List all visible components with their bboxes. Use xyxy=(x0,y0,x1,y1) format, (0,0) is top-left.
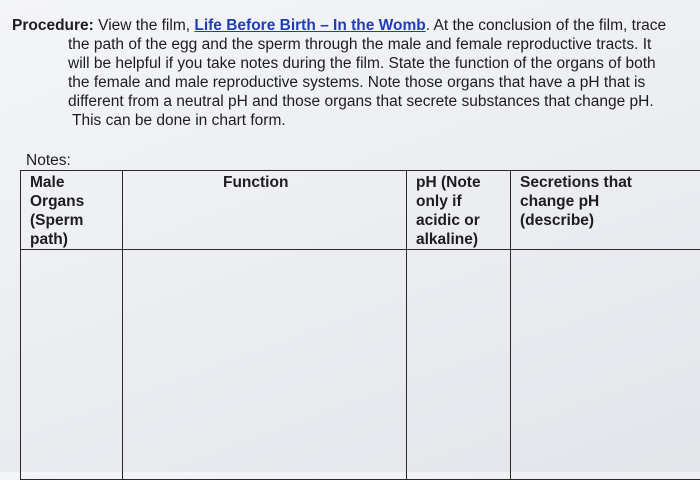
organs-chart xyxy=(20,170,700,480)
cell-secretions[interactable] xyxy=(511,250,700,480)
header-secretions-text: Secretions that change pH (describe) xyxy=(520,174,632,229)
header-male-organs xyxy=(21,171,123,250)
header-secretions xyxy=(511,171,700,250)
procedure-lead-text: View the film, xyxy=(94,17,195,34)
cell-ph[interactable] xyxy=(407,250,511,480)
header-function-text: Function xyxy=(223,174,288,191)
procedure-line-6: This can be done in chart form. xyxy=(12,111,688,130)
table-row xyxy=(21,250,700,480)
procedure-label: Procedure: xyxy=(12,17,94,34)
header-male-organs-text: Male Organs (Sperm path) xyxy=(30,174,84,248)
procedure-line-1-rest: . At the conclusion of the film, trace xyxy=(426,17,666,34)
cell-organs[interactable] xyxy=(21,250,123,480)
header-function xyxy=(123,171,407,250)
procedure-line-2: the path of the egg and the sperm through the male and female reproductive tracts. It xyxy=(12,35,688,54)
chart-header-row xyxy=(21,171,700,250)
procedure-line-5: different from a neutral pH and those organs that secrete substances that change pH. xyxy=(12,92,688,111)
film-title-link[interactable]: Life Before Birth – In the Womb xyxy=(194,17,425,34)
header-ph xyxy=(407,171,511,250)
procedure-line-1 xyxy=(12,16,688,35)
notes-label: Notes: xyxy=(26,152,71,170)
procedure-text xyxy=(12,16,688,130)
procedure-line-4: the female and male reproductive systems. Note those organs that have a pH that is xyxy=(12,73,688,92)
header-ph-text: pH (Note only if acidic or alkaline) xyxy=(416,174,481,248)
procedure-line-3: will be helpful if you take notes during the film. State the function of the organs of both xyxy=(12,54,688,73)
cell-function[interactable] xyxy=(123,250,407,480)
